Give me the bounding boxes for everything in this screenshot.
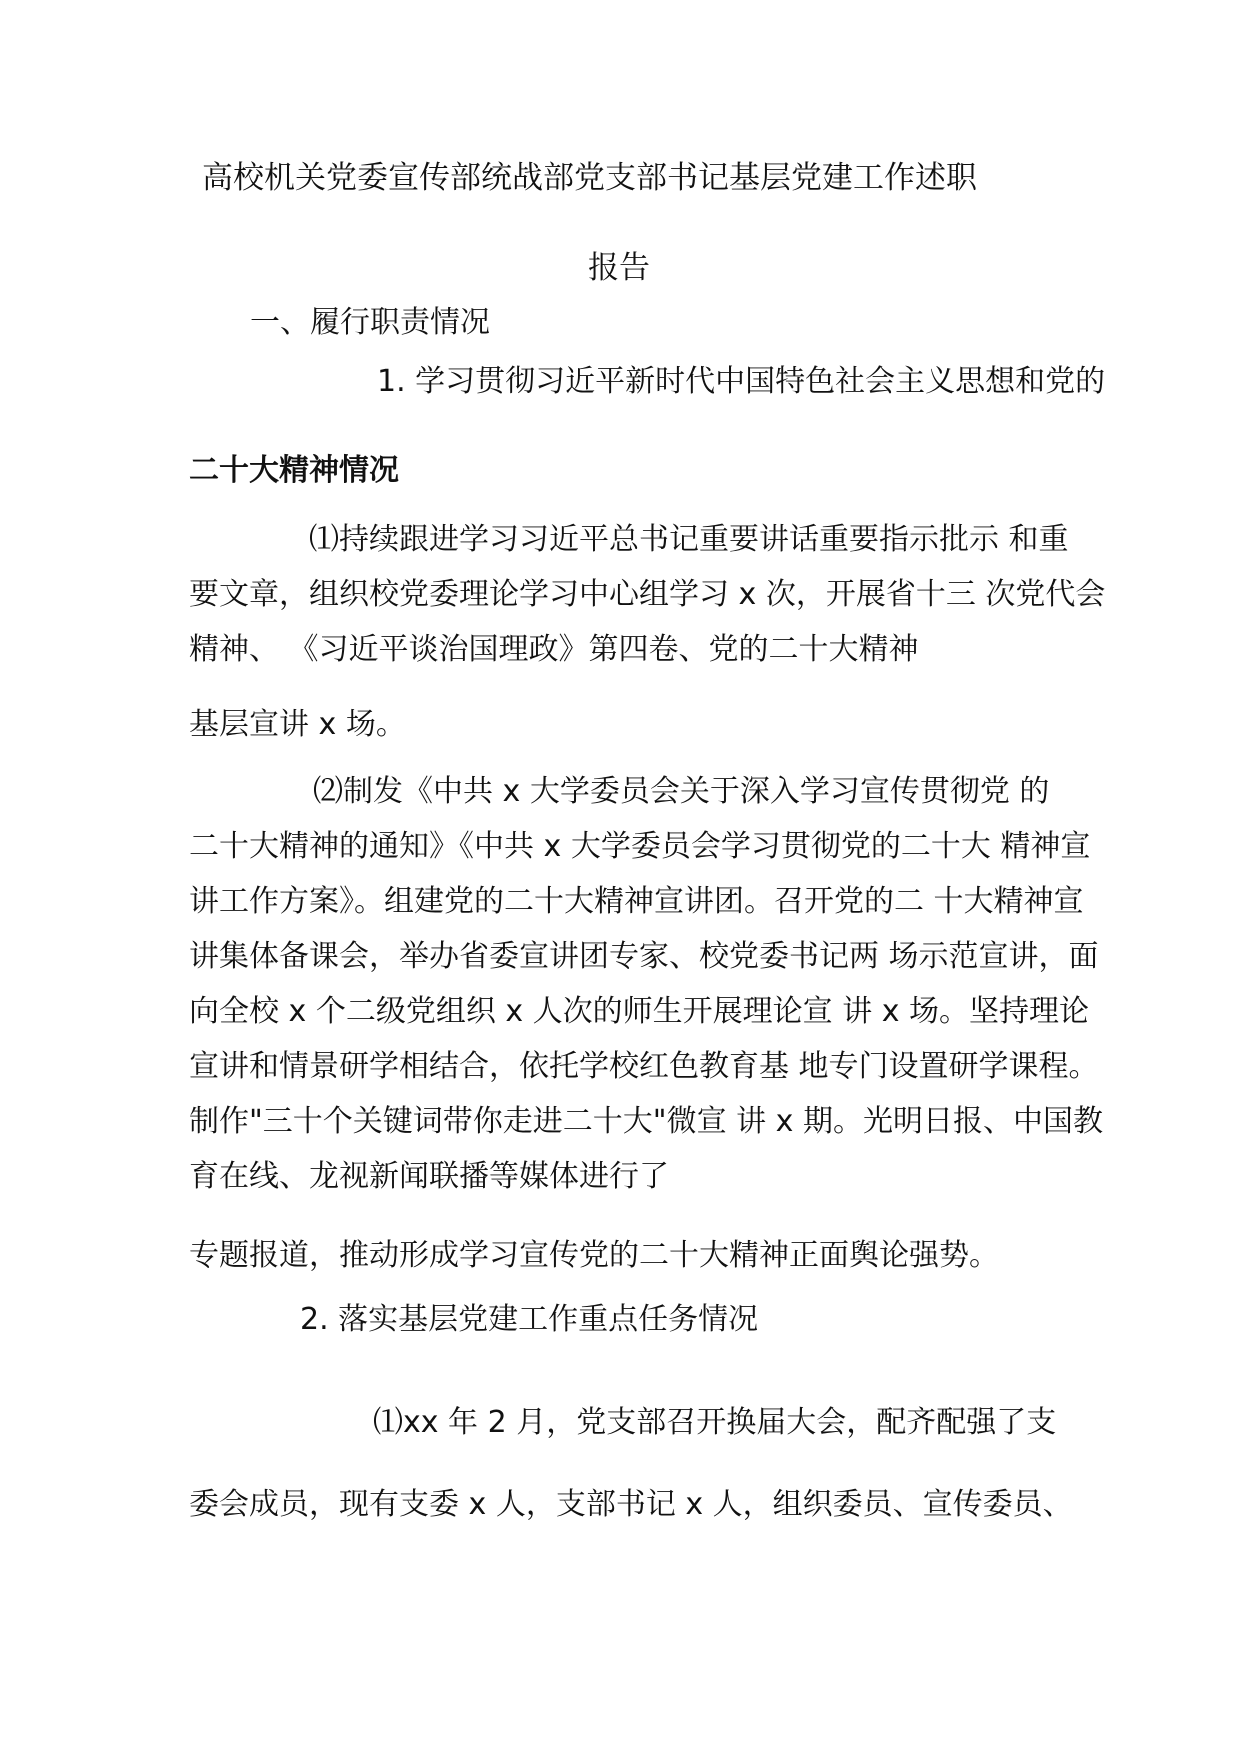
paragraph-1-line-2: 要文章，组织校党委理论学习中心组学习 x 次，开展省十三 次党代会 bbox=[189, 577, 1106, 612]
item-1-heading-line-2: 二十大精神情况 bbox=[189, 453, 399, 488]
item-2-heading: 2. 落实基层党建工作重点任务情况 bbox=[300, 1302, 759, 1337]
document-title-line-2: 报告 bbox=[588, 250, 650, 286]
paragraph-2-line-4: 讲集体备课会，举办省委宣讲团专家、校党委书记两 场示范宣讲，面 bbox=[189, 939, 1099, 974]
paragraph-2-line-7: 制作"三十个关键词带你走进二十大"微宣 讲 x 期。光明日报、中国教 bbox=[189, 1104, 1103, 1139]
paragraph-1-line-3: 精神、 《习近平谈治国理政》第四卷、党的二十大精神 bbox=[189, 632, 919, 667]
paragraph-2-line-5: 向全校 x 个二级党组织 x 人次的师生开展理论宣 讲 x 场。坚持理论 bbox=[189, 994, 1090, 1029]
paragraph-2-line-1: ⑵制发《中共 x 大学委员会关于深入学习宣传贯彻党 的 bbox=[313, 774, 1050, 809]
paragraph-2-line-2: 二十大精神的通知》《中共 x 大学委员会学习贯彻党的二十大 精神宣 bbox=[189, 829, 1091, 864]
paragraph-2-line-6: 宣讲和情景研学相结合，依托学校红色教育基 地专门设置研学课程。 bbox=[189, 1049, 1099, 1084]
document-title-line-1: 高校机关党委宣传部统战部党支部书记基层党建工作述职 bbox=[202, 160, 977, 196]
paragraph-3-line-1: ⑴xx 年 2 月，党支部召开换届大会，配齐配强了支 bbox=[373, 1405, 1057, 1440]
item-1-heading-line-1: 1. 学习贯彻习近平新时代中国特色社会主义思想和党的 bbox=[377, 364, 1106, 399]
section-heading-1: 一、履行职责情况 bbox=[250, 305, 490, 340]
paragraph-1-line-4: 基层宣讲 x 场。 bbox=[189, 707, 406, 742]
paragraph-3-line-2: 委会成员，现有支委 x 人，支部书记 x 人，组织委员、宣传委员、 bbox=[189, 1487, 1073, 1522]
paragraph-1-line-1: ⑴持续跟进学习习近平总书记重要讲话重要指示批示 和重 bbox=[309, 522, 1069, 557]
paragraph-2-line-8: 育在线、龙视新闻联播等媒体进行了 bbox=[189, 1159, 669, 1194]
paragraph-2-line-3: 讲工作方案》。组建党的二十大精神宣讲团。召开党的二 十大精神宣 bbox=[189, 884, 1084, 919]
paragraph-2-line-9: 专题报道，推动形成学习宣传党的二十大精神正面舆论强势。 bbox=[189, 1238, 999, 1273]
